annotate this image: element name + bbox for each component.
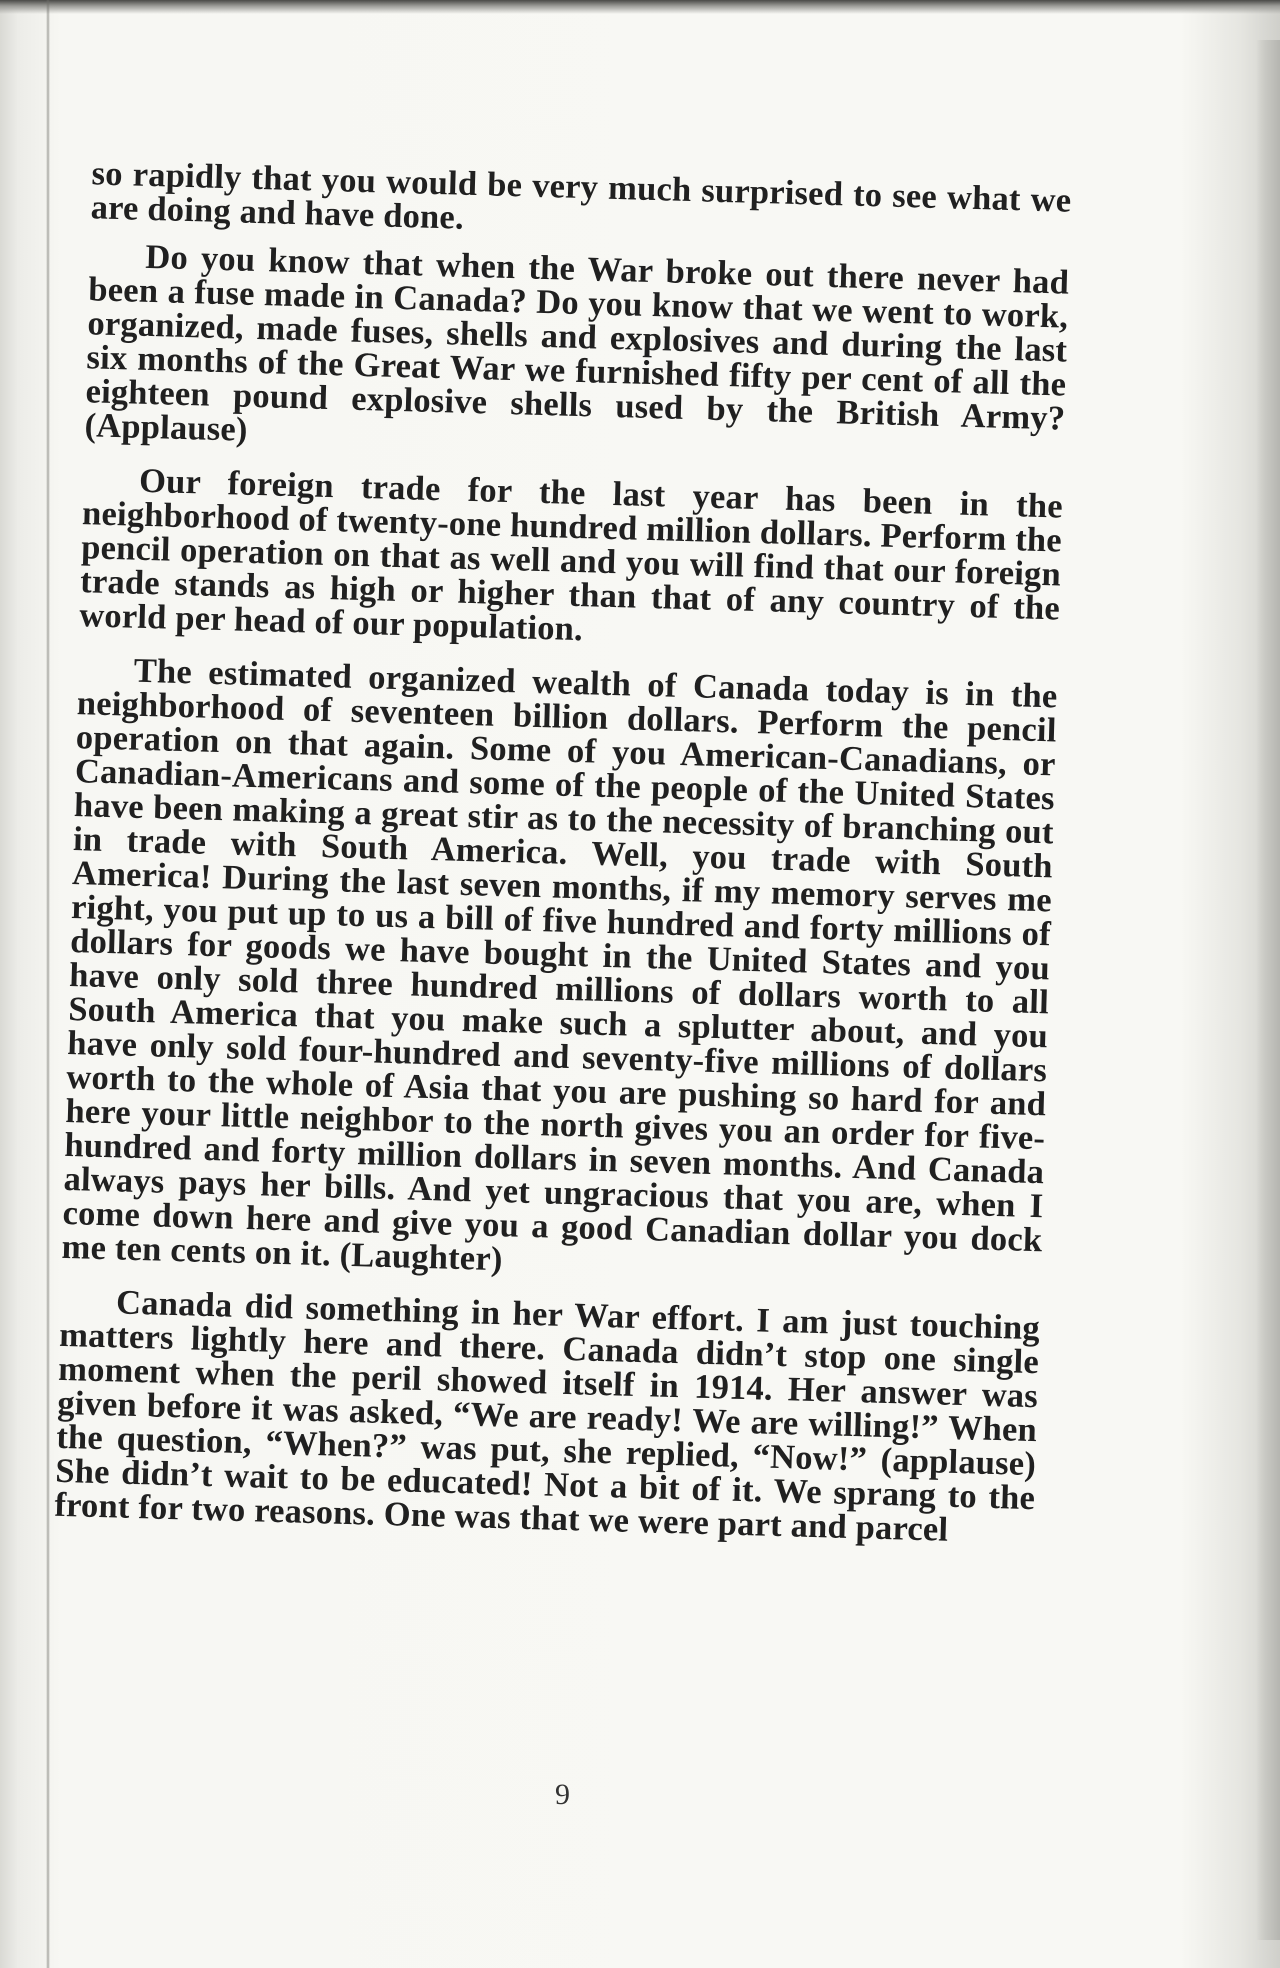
page-number: 9 [555, 1778, 570, 1811]
page-text-block [53, 156, 1071, 1569]
paragraph: The estimated organized wealth of Canada today is in the neighborhood of seventeen billion dollars. Perform the pencil operation on that again. Some of you American-Canadians, or Canadian-Americans and some of the people of the United States have been making a great stir as to the necessity of branching out in trade with South America. Well, you trade with South America! During the last seven months, if my memory serves me right, you put up to us a bill of five hundred and forty millions of dollars for goods we have bought in the United States and you have only sold three hundred millions of dollars worth to all South America that you make such a splutter about, and you have only sold four-hundred and seventy-five millions of dollars worth to the whole of Asia that you are pushing so hard for and here your little neighbor to the north gives you an order for five-hundred and forty million dollars in seven months. And Canada always pays her bills. And yet ungracious that you are, when I come down here and give you a good Canadian dollar you dock me ten cents on it. (Laughter) [61, 651, 1059, 1279]
paragraph: Canada did something in her War effort. I am just touching matters lightly here and there. Canada didn’t stop one single moment when the peril showed itself in 1914. Her answer was given before it was asked, “We are ready! We are willing!” When the question, “When?” was put, she replied, “Now!” (applause) She didn’t wait to be educated! Not a bit of it. We sprang to the front for two reasons. One was that we were part and parcel [53, 1283, 1041, 1549]
paragraph: so rapidly that you would be very much surprised to see what we are doing and have done. [90, 154, 1072, 237]
paragraph: Our foreign trade for the last year has been in the neighborhood of twenty-one hundred million dollars. Perform the pencil operation on that as well and you will find that our foreign trade stands as high or higher than that of any country of the world per head of our population. [78, 461, 1064, 649]
binding-gutter [46, 0, 50, 1968]
scan-top-shadow [0, 0, 1280, 14]
paragraph: Do you know that when the War broke out there never had been a fuse made in Canada? Do you know that we went to work, organized, made fuses, shells and explosives and during the last six months of the Great War we furnished fifty per cent of all the eighteen pound explosive shells used by the British Army? (Applause) [84, 237, 1070, 449]
page-edge-shadow [1256, 40, 1280, 1940]
